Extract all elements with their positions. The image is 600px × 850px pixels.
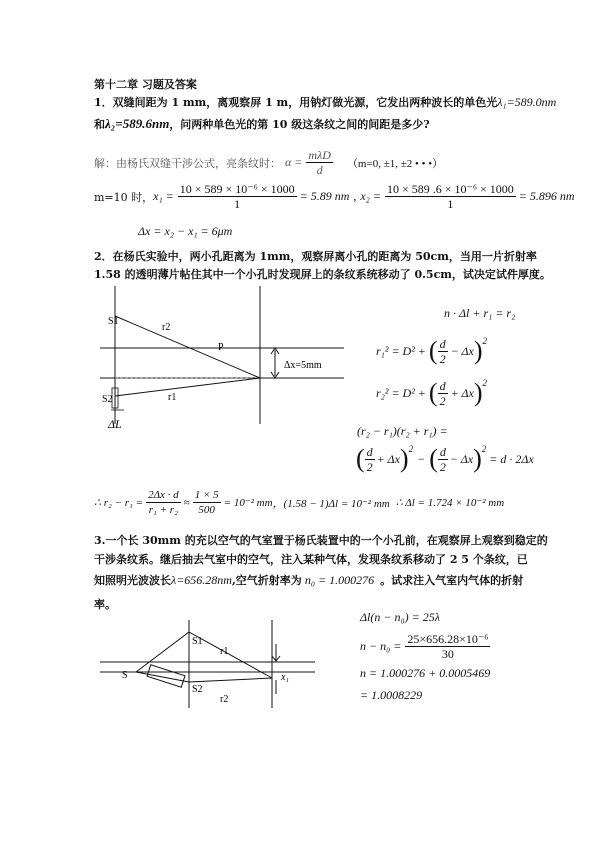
final-frac-2	[193, 488, 221, 517]
young-experiment-diagram	[94, 282, 364, 434]
final-result-2: ，(1.58 − 1)Δl = 10⁻² mm	[272, 497, 390, 510]
eq-exp-tail-2: − Δx	[449, 451, 474, 466]
problem-3-line-1: 3.一个长 30mm 的充以空气的气室置于杨氏装置中的一个小孔前，在观察屏上观察到稳定的	[94, 534, 548, 547]
problem-1-question: ，问两种单色光的第 10 级这条纹之间的间距是多少?	[169, 118, 430, 131]
eq-gas-2-den: 30	[441, 647, 454, 661]
label-r2: r2	[162, 322, 171, 333]
eq-path-difference: n · Δl + r₁ = r₂	[444, 306, 516, 320]
eq-gas-2-frac	[405, 632, 490, 661]
problem-1-text: 1．双缝间距为 1 mm，离观察屏 1 m，用钠灯做光源，它发出两种波长的单色光	[94, 96, 498, 109]
final-lhs: ∴ r₂ − r₁ =	[94, 497, 144, 509]
label-s: S	[122, 670, 128, 681]
label-s1: S1	[192, 636, 203, 647]
label-p: P	[218, 342, 224, 353]
eq-exp-frac-1-num: d	[366, 444, 373, 459]
x1-result: = 5.89 nm	[299, 189, 350, 203]
ray-r2	[189, 678, 272, 682]
label-r2: r2	[220, 694, 229, 705]
eq-r2-frac	[438, 379, 448, 408]
chapter-title: 第十二章 习题及答案	[94, 78, 197, 91]
label-r1: r1	[168, 392, 177, 403]
ray-s-s1	[136, 632, 189, 672]
eq-exp-frac-2-num: d	[439, 444, 446, 459]
x2-numerator: 10 × 589 .6 × 10⁻⁶ × 1000	[386, 182, 514, 196]
final-frac-1	[146, 488, 181, 517]
eq-gas-3: n = 1.000276 + 0.0005469	[360, 666, 491, 680]
p3-n0: n₀ = 1.000276	[304, 573, 375, 587]
eq-r1-frac-den: 2	[439, 351, 446, 366]
eq-exp-frac-2-den: 2	[439, 459, 446, 474]
label-delta-l: ΔL	[108, 417, 122, 431]
m-values: （m=0, ±1, ±2 • • •）	[346, 157, 444, 170]
p3-air-index-intro: ,空气折射率为	[231, 574, 302, 587]
bright-fringe-fraction	[306, 148, 333, 177]
ray-r2	[115, 316, 260, 378]
x1-denominator: 1	[234, 197, 241, 211]
label-delta-x: Δx=5mm	[284, 360, 322, 371]
delta-x-result: Δx = x₂ − x₁ = 6μm	[138, 224, 233, 238]
eq-gas-4: = 1.0008229	[360, 688, 423, 702]
problem-2-final	[94, 488, 504, 517]
p3-lambda: λ=656.28nm	[171, 573, 232, 587]
eq-r2-tail: + Δx	[450, 385, 474, 400]
eq-r2-frac-num: d	[439, 378, 446, 393]
eq-exp-frac-1-den: 2	[366, 459, 373, 474]
label-s2: S2	[102, 394, 113, 405]
eq-gas-1: Δl(n − n₀) = 25λ	[360, 610, 440, 624]
problem-2-line-1: 2．在杨氏实验中，两小孔距离为 1mm，观察屏离小孔的距离为 50cm，当用一片折射率	[94, 250, 537, 263]
label-x1: x₁	[281, 672, 289, 683]
eq-r1-frac-num: d	[439, 336, 446, 351]
eq-gas-2	[360, 632, 490, 661]
final-frac-2-num: 1 × 5	[194, 489, 219, 501]
eq-r2-frac-den: 2	[439, 393, 446, 408]
lambda-2: λ₂=589.6nm	[105, 116, 170, 131]
eq-exp-rhs: = d · 2Δx	[489, 451, 534, 466]
problem-1-solution	[94, 148, 443, 177]
eq-gas-2-lhs: n − n₀ =	[360, 639, 402, 653]
eq-exp-minus: −	[417, 451, 426, 466]
x2-result: = 5.896 nm	[518, 189, 575, 203]
fraction-denominator: d	[316, 163, 323, 177]
eq-exp-frac-1	[365, 445, 375, 474]
final-result-3: ∴ Δl = 1.724 × 10⁻² mm	[395, 497, 505, 509]
gas-chamber-diagram	[100, 618, 330, 710]
eq-r2-squared: r₂² = D² + ( $\frac{d}{2}$ + Δx ) $^2$	[376, 378, 487, 408]
eq-r1-tail: − Δx	[450, 343, 474, 358]
eq-exp-square-1: 2	[408, 444, 414, 454]
problem-2-line-2: 1.58 的透明薄片帖住其中一个小孔时发现屏上的条纹系统移动了 0.5cm，试决定试件厚度。	[94, 268, 551, 281]
x2-fraction	[385, 182, 516, 211]
final-frac-1-den: r₁ + r₂	[148, 504, 178, 516]
eq-exp-tail-1: + Δx	[376, 451, 400, 466]
eq-exp-square-2: 2	[481, 444, 487, 454]
problem-1-calc: m=10 时， x₁ = $\frac{\text{10 × 589 × 10⁻⁶ × 1000}}{1}$ = 5.89 nm , x₂ = $\frac{\text{10 × 589 .6 × 10⁻⁶ × 1000}}{1}$ = 5.896 nm	[94, 182, 575, 211]
final-result-1: = 10⁻² mm	[223, 497, 273, 509]
formula-lhs: α =	[285, 155, 303, 169]
label-s2: S2	[192, 684, 203, 695]
x2-denominator: 1	[447, 197, 454, 211]
p3-question: 。试求注入气室内气体的折射	[380, 574, 524, 587]
eq-r1-frac	[438, 337, 448, 366]
problem-3-line-2: 干涉条纹系。继后抽去气室中的空气，注入某种气体，发现条纹系移动了 2 5 个条纹，已	[94, 553, 528, 566]
ray-r1	[115, 378, 260, 396]
eq-expansion: ( $\frac{d}{2}$ + Δx ) $^2$ − ( $\frac{d}{2}$ − Δx ) $^2$ = d · 2Δx	[356, 444, 534, 474]
x2-lhs: x₂ =	[360, 189, 381, 203]
eq-gas-2-num: 25×656.28×10⁻⁶	[407, 632, 489, 646]
fraction-numerator: mλD	[308, 148, 331, 162]
problem-1-line-1	[94, 94, 556, 110]
problem-3-line-3	[94, 572, 523, 588]
label-s1: S1	[108, 316, 119, 327]
problem-1-line-2	[94, 116, 430, 132]
x1-fraction	[178, 182, 297, 211]
gas-chamber	[147, 665, 185, 688]
eq-r1-squared: r₁² = D² + ( $\frac{d}{2}$ − Δx ) $^2$	[376, 336, 487, 366]
solution-intro: 解：由杨氏双缝干涉公式，亮条纹时：	[94, 156, 281, 170]
final-approx: ≈	[183, 496, 190, 509]
final-frac-1-num: 2Δx · d	[148, 489, 179, 501]
eq-r2-lhs: r₂² = D² +	[376, 385, 426, 400]
label-r1: r1	[220, 646, 229, 657]
x1-lhs: x₁ =	[153, 189, 174, 203]
calc-prefix: m=10 时，	[94, 190, 154, 204]
eq-exp-frac-2	[438, 445, 448, 474]
eq-r2-square: 2	[482, 378, 487, 388]
problem-3-line-4: 率。	[94, 598, 116, 611]
lambda-1: λ₁=589.0nm	[497, 95, 557, 109]
p3-wavelength-intro: 知照明光波波长	[94, 574, 171, 587]
final-frac-2-den: 500	[198, 504, 215, 516]
eq-r1-square: 2	[482, 336, 487, 346]
eq-product: (r₂ − r₁)(r₂ + r₁) =	[357, 424, 448, 438]
x1-numerator: 10 × 589 × 10⁻⁶ × 1000	[179, 182, 295, 196]
problem-1-and: 和	[94, 118, 105, 131]
ray-s-s2	[136, 672, 189, 682]
eq-r1-lhs: r₁² = D² +	[376, 343, 426, 358]
